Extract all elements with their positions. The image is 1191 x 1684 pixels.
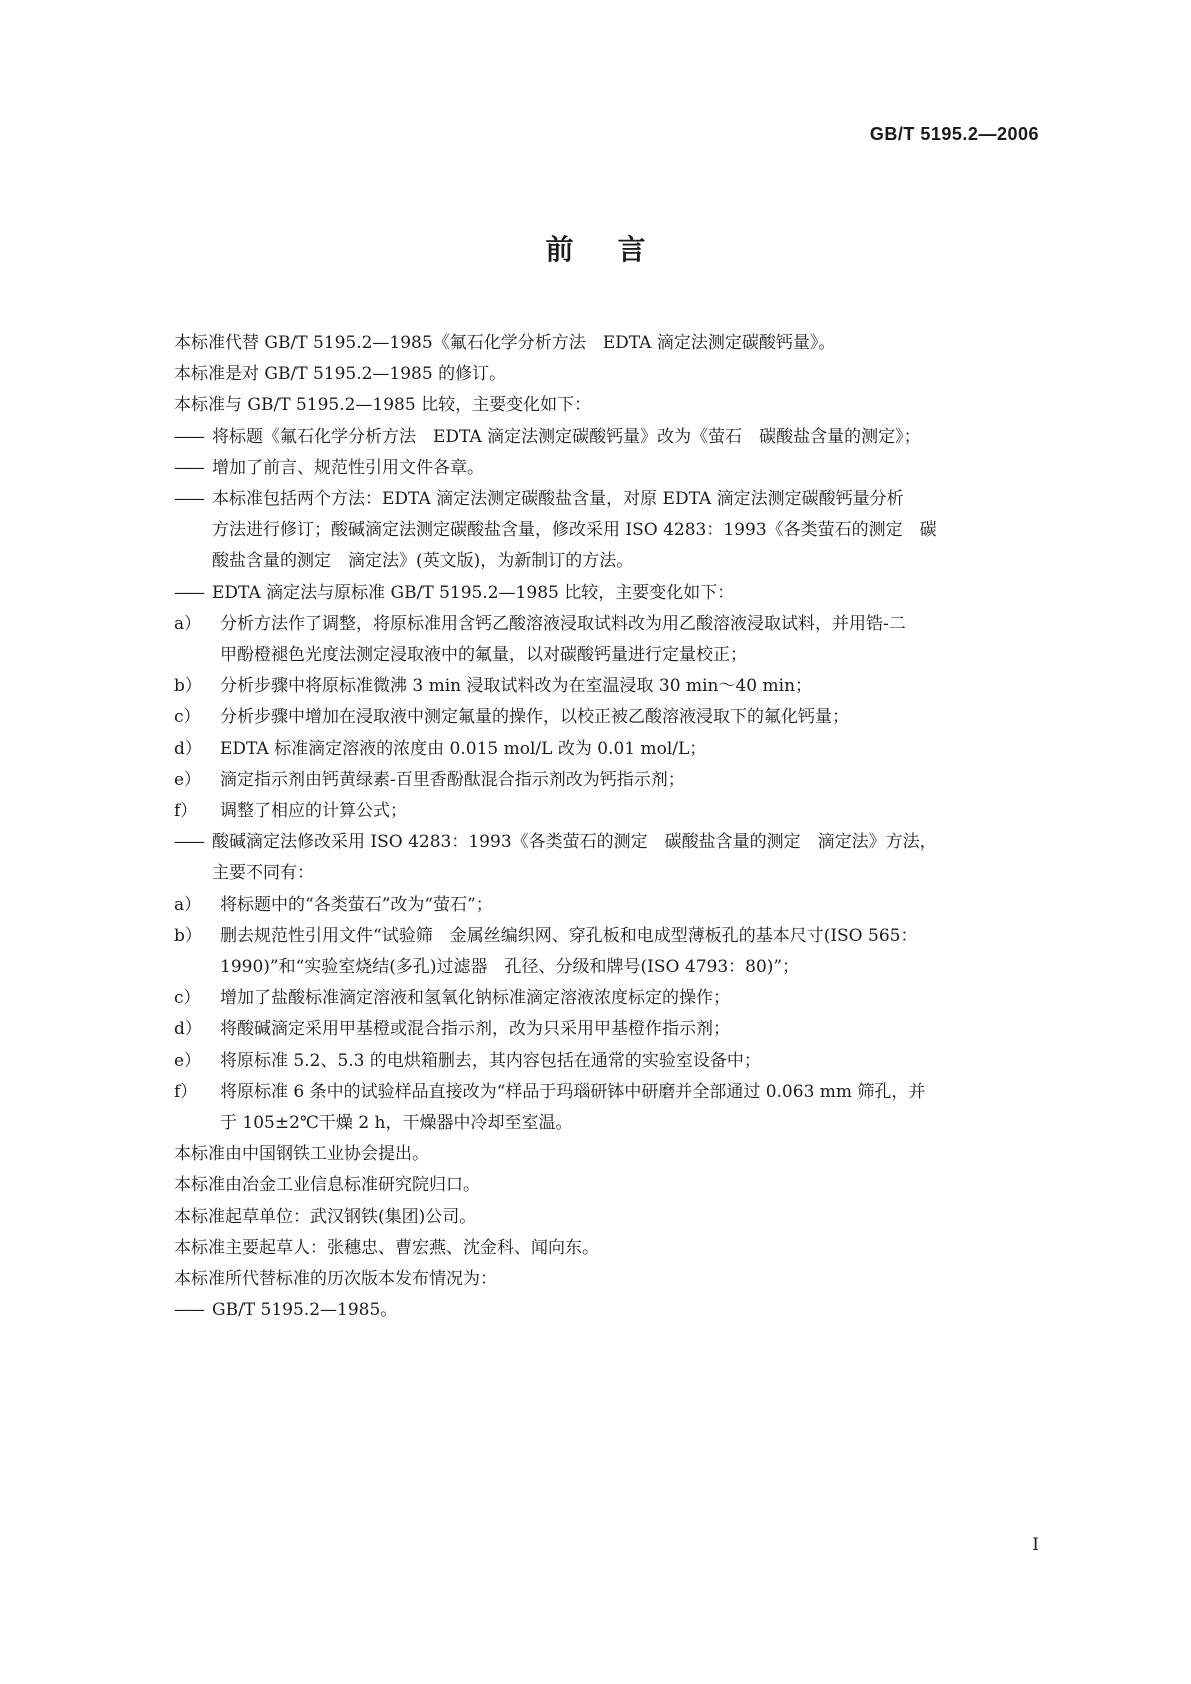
dash-marker: —— [174,1300,202,1321]
list-item-alpha [174,765,1042,796]
item-marker-e: e） [174,1050,202,1071]
list-item-line: 酸碱滴定法修改采用 ISO 4283：1993《各类萤石的测定 碳酸盐含量的测定 滴定法》方法， [212,832,937,853]
list-item-dash [174,422,1042,453]
list-item-alpha [174,734,1042,765]
list-item-alpha [174,983,1042,1014]
list-item-text [220,609,1042,671]
dash-marker: —— [174,457,202,478]
list-item-text: 滴定指示剂由钙黄绿素-百里香酚酞混合指示剂改为钙指示剂； [220,769,685,790]
list-item-alpha [174,1077,1042,1139]
list-item-text [212,827,1042,889]
list-item-text [212,484,1042,578]
page-number: I [1032,1535,1039,1555]
foreword-body [174,328,1042,1327]
list-item-alpha [174,921,1042,983]
list-item-text: 增加了盐酸标准滴定溶液和氢氧化钠标准滴定溶液浓度标定的操作； [220,988,730,1009]
list-item-text [220,921,1042,983]
item-marker-b: b） [174,925,202,946]
list-item-line: 删去规范性引用文件“试验筛 金属丝编织网、穿孔板和电成型薄板孔的基本尺寸(ISO 565： [220,925,918,946]
page-title: 前言 [545,233,690,266]
list-item-alpha [174,702,1042,733]
paragraph-drafters: 本标准主要起草人：张穗忠、曹宏燕、沈金科、闻向东。 [174,1237,599,1258]
list-item-dash [174,453,1042,484]
list-item-line: 本标准包括两个方法：EDTA 滴定法测定碳酸盐含量，对原 EDTA 滴定法测定碳酸钙量分析 [212,489,904,510]
standard-number: GB/T 5195.2—2006 [869,124,1039,144]
item-marker-b: b） [174,676,202,697]
list-item-alpha [174,890,1042,921]
list-item-dash [174,578,1042,609]
item-marker-f: f） [174,1081,198,1102]
list-item-text: 将原标准 5.2、5.3 的电烘箱删去，其内容包括在通常的实验室设备中； [220,1050,761,1071]
paragraph-replaces: 本标准代替 GB/T 5195.2—1985《氟石化学分析方法 EDTA 滴定法测定碳酸钙量》。 [174,333,836,353]
paragraph-revision: 本标准是对 GB/T 5195.2—1985 的修订。 [174,364,507,385]
list-item-alpha [174,1046,1042,1077]
list-item-text: 分析步骤中将原标准微沸 3 min 浸取试料改为在室温浸取 30 min～40 min； [220,676,813,697]
list-item-text [220,1077,1042,1139]
list-item-text: 调整了相应的计算公式； [220,801,407,822]
paragraph-drafting-unit: 本标准起草单位：武汉钢铁(集团)公司。 [174,1206,477,1227]
dash-marker: —— [174,582,202,603]
list-item-text: 分析步骤中增加在浸取液中测定氟量的操作，以校正被乙酸溶液浸取下的氟化钙量； [220,707,849,728]
list-item-line: 分析方法作了调整，将原标准用含钙乙酸溶液浸取试料改为用乙酸溶液浸取试料，并用锆-二 [220,613,906,634]
list-item-line: 方法进行修订；酸碱滴定法测定碳酸盐含量，修改采用 ISO 4283：1993《各类萤石的测定 碳 [212,520,937,541]
item-marker-a: a） [174,613,202,634]
list-item-alpha [174,1014,1042,1045]
paragraph-centralized: 本标准由冶金工业信息标准研究院归口。 [174,1175,480,1196]
item-marker-d: d） [174,1019,202,1040]
list-item-text: 增加了前言、规范性引用文件各章。 [212,457,484,478]
list-item-line: 1990)”和“实验室烧结(多孔)过滤器 孔径、分级和牌号(ISO 4793：80)”； [220,957,800,978]
item-marker-f: f） [174,801,198,822]
list-item-line: 甲酚橙褪色光度法测定浸取液中的氟量，以对碳酸钙量进行定量校正； [220,645,747,666]
list-item-text: 将标题中的“各类萤石”改为“萤石”； [220,894,493,915]
list-item-text: EDTA 滴定法与原标准 GB/T 5195.2—1985 比较，主要变化如下： [212,582,735,603]
item-marker-c: c） [174,988,201,1009]
list-item-alpha [174,671,1042,702]
item-marker-c: c） [174,707,201,728]
list-item-dash [174,1295,1042,1326]
list-item-text: GB/T 5195.2—1985。 [212,1300,398,1321]
list-item-dash [174,827,1042,889]
list-item-dash [174,484,1042,578]
list-item-text: 将酸碱滴定采用甲基橙或混合指示剂，改为只采用甲基橙作指示剂； [220,1019,730,1040]
item-marker-a: a） [174,894,202,915]
item-marker-e: e） [174,769,202,790]
list-item-text: EDTA 标准滴定溶液的浓度由 0.015 mol/L 改为 0.01 mol/L； [220,738,707,759]
dash-marker: —— [174,426,202,447]
list-item-alpha [174,796,1042,827]
dash-marker: —— [174,489,202,510]
item-marker-d: d） [174,738,202,759]
list-item-line: 于 105±2℃干燥 2 h，干燥器中冷却至室温。 [220,1113,573,1134]
list-item-text: 将标题《氟石化学分析方法 EDTA 滴定法测定碳酸钙量》改为《萤石 碳酸盐含量的测定》； [212,426,921,447]
dash-marker: —— [174,832,202,853]
list-item-alpha [174,609,1042,671]
paragraph-history-intro: 本标准所代替标准的历次版本发布情况为： [174,1269,497,1290]
paragraph-changes-intro: 本标准与 GB/T 5195.2—1985 比较，主要变化如下： [174,395,592,416]
list-item-line: 将原标准 6 条中的试验样品直接改为“样品于玛瑙研钵中研磨并全部通过 0.063 mm 筛孔，并 [220,1081,926,1102]
paragraph-proposer: 本标准由中国钢铁工业协会提出。 [174,1144,429,1165]
list-item-line: 酸盐含量的测定 滴定法》(英文版)，为新制订的方法。 [212,551,634,572]
list-item-line: 主要不同有： [212,863,314,884]
